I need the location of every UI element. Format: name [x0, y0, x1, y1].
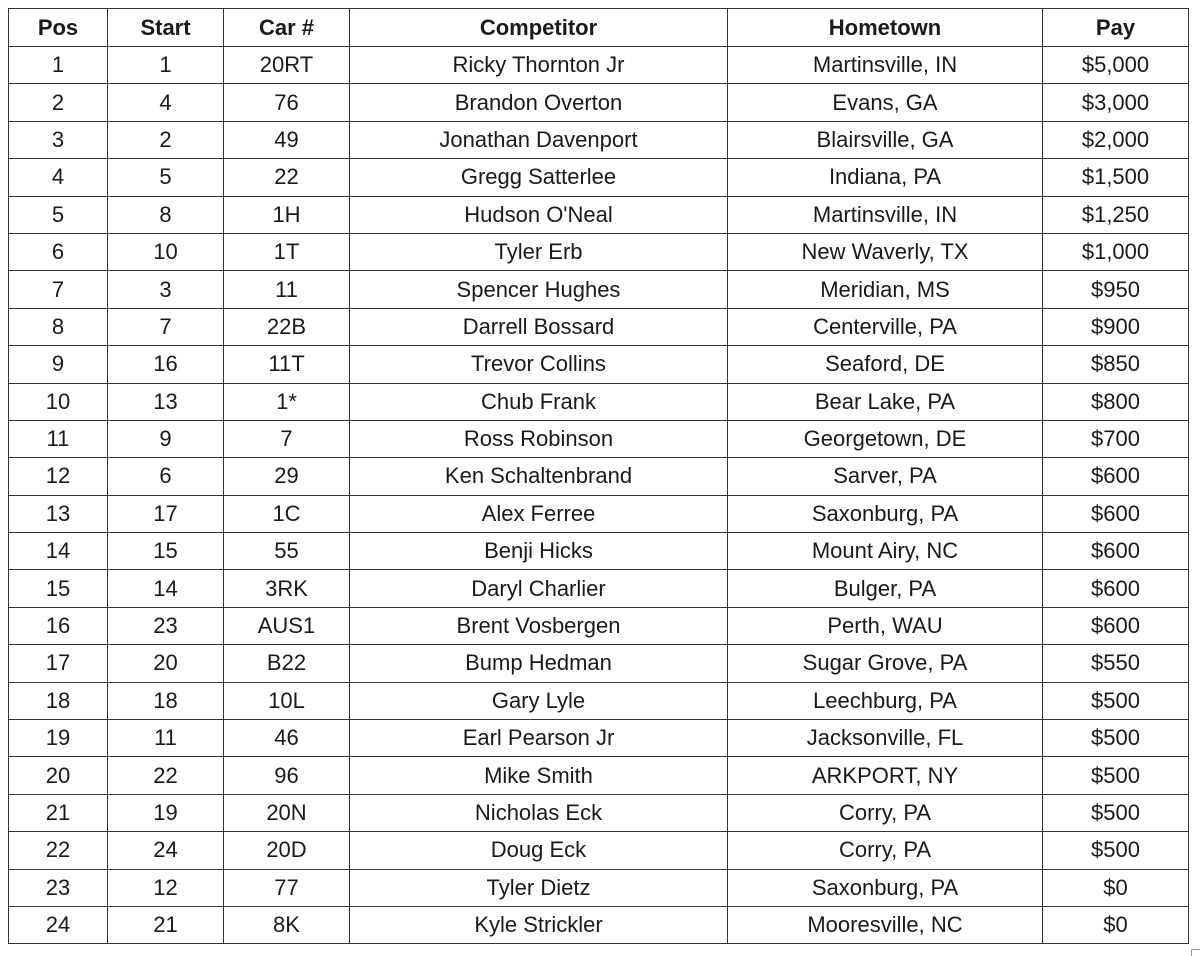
cell-pay: $800 — [1043, 383, 1189, 420]
cell-start: 10 — [108, 233, 224, 270]
cell-start: 9 — [108, 420, 224, 457]
table-row — [9, 570, 1189, 607]
cell-pos: 15 — [9, 570, 108, 607]
cell-pay: $500 — [1043, 832, 1189, 869]
table-row — [9, 383, 1189, 420]
cell-hometown: Sarver, PA — [728, 458, 1043, 495]
cell-competitor: Bump Hedman — [350, 645, 728, 682]
cell-start: 18 — [108, 682, 224, 719]
cell-hometown: Corry, PA — [728, 794, 1043, 831]
cell-car-number: 22 — [224, 159, 350, 196]
cell-competitor: Benji Hicks — [350, 533, 728, 570]
table-row — [9, 906, 1189, 943]
cell-pay: $550 — [1043, 645, 1189, 682]
cell-competitor: Kyle Strickler — [350, 906, 728, 943]
page-corner-mark — [1191, 949, 1200, 956]
table-row — [9, 720, 1189, 757]
header-car-number: Car # — [224, 9, 350, 47]
cell-competitor: Spencer Hughes — [350, 271, 728, 308]
cell-competitor: Daryl Charlier — [350, 570, 728, 607]
cell-hometown: Corry, PA — [728, 832, 1043, 869]
cell-car-number: 76 — [224, 84, 350, 121]
cell-car-number: 96 — [224, 757, 350, 794]
cell-start: 2 — [108, 121, 224, 158]
cell-start: 5 — [108, 159, 224, 196]
results-table — [8, 8, 1189, 944]
cell-hometown: Meridian, MS — [728, 271, 1043, 308]
cell-start: 8 — [108, 196, 224, 233]
cell-pos: 17 — [9, 645, 108, 682]
cell-car-number: 1H — [224, 196, 350, 233]
cell-pos: 11 — [9, 420, 108, 457]
cell-hometown: Martinsville, IN — [728, 196, 1043, 233]
cell-competitor: Brandon Overton — [350, 84, 728, 121]
cell-start: 19 — [108, 794, 224, 831]
cell-start: 11 — [108, 720, 224, 757]
cell-competitor: Gary Lyle — [350, 682, 728, 719]
cell-car-number: 55 — [224, 533, 350, 570]
cell-car-number: 11T — [224, 346, 350, 383]
cell-car-number: 1T — [224, 233, 350, 270]
cell-hometown: Sugar Grove, PA — [728, 645, 1043, 682]
table-row — [9, 607, 1189, 644]
cell-pay: $500 — [1043, 757, 1189, 794]
cell-start: 3 — [108, 271, 224, 308]
table-row — [9, 757, 1189, 794]
cell-hometown: Centerville, PA — [728, 308, 1043, 345]
cell-start: 17 — [108, 495, 224, 532]
cell-car-number: 3RK — [224, 570, 350, 607]
table-row — [9, 682, 1189, 719]
cell-hometown: Evans, GA — [728, 84, 1043, 121]
cell-competitor: Alex Ferree — [350, 495, 728, 532]
cell-pos: 12 — [9, 458, 108, 495]
cell-competitor: Nicholas Eck — [350, 794, 728, 831]
cell-competitor: Hudson O'Neal — [350, 196, 728, 233]
cell-pos: 21 — [9, 794, 108, 831]
cell-hometown: Indiana, PA — [728, 159, 1043, 196]
table-row — [9, 233, 1189, 270]
cell-hometown: New Waverly, TX — [728, 233, 1043, 270]
cell-pos: 4 — [9, 159, 108, 196]
cell-start: 13 — [108, 383, 224, 420]
table-row — [9, 869, 1189, 906]
cell-competitor: Tyler Dietz — [350, 869, 728, 906]
cell-competitor: Brent Vosbergen — [350, 607, 728, 644]
cell-hometown: Martinsville, IN — [728, 47, 1043, 84]
cell-start: 7 — [108, 308, 224, 345]
cell-pos: 6 — [9, 233, 108, 270]
cell-car-number: AUS1 — [224, 607, 350, 644]
cell-pay: $500 — [1043, 794, 1189, 831]
cell-pay: $500 — [1043, 720, 1189, 757]
cell-start: 23 — [108, 607, 224, 644]
cell-competitor: Darrell Bossard — [350, 308, 728, 345]
table-row — [9, 495, 1189, 532]
header-pos: Pos — [9, 9, 108, 47]
cell-start: 24 — [108, 832, 224, 869]
cell-car-number: 8K — [224, 906, 350, 943]
cell-competitor: Ken Schaltenbrand — [350, 458, 728, 495]
results-body — [9, 47, 1189, 944]
cell-competitor: Ross Robinson — [350, 420, 728, 457]
cell-pay: $600 — [1043, 458, 1189, 495]
table-row — [9, 458, 1189, 495]
cell-pay: $600 — [1043, 607, 1189, 644]
cell-car-number: 77 — [224, 869, 350, 906]
cell-car-number: B22 — [224, 645, 350, 682]
cell-pay: $500 — [1043, 682, 1189, 719]
cell-pos: 5 — [9, 196, 108, 233]
cell-pay: $5,000 — [1043, 47, 1189, 84]
cell-hometown: Bear Lake, PA — [728, 383, 1043, 420]
cell-pos: 10 — [9, 383, 108, 420]
cell-pay: $600 — [1043, 570, 1189, 607]
cell-car-number: 29 — [224, 458, 350, 495]
cell-car-number: 46 — [224, 720, 350, 757]
cell-hometown: ARKPORT, NY — [728, 757, 1043, 794]
table-row — [9, 121, 1189, 158]
cell-hometown: Perth, WAU — [728, 607, 1043, 644]
cell-competitor: Trevor Collins — [350, 346, 728, 383]
cell-pos: 13 — [9, 495, 108, 532]
cell-start: 21 — [108, 906, 224, 943]
cell-pos: 1 — [9, 47, 108, 84]
cell-pos: 24 — [9, 906, 108, 943]
cell-hometown: Mooresville, NC — [728, 906, 1043, 943]
cell-pos: 14 — [9, 533, 108, 570]
cell-pay: $2,000 — [1043, 121, 1189, 158]
cell-pay: $600 — [1043, 495, 1189, 532]
cell-start: 12 — [108, 869, 224, 906]
cell-hometown: Saxonburg, PA — [728, 495, 1043, 532]
cell-pay: $1,500 — [1043, 159, 1189, 196]
table-row — [9, 832, 1189, 869]
table-row — [9, 271, 1189, 308]
table-row — [9, 196, 1189, 233]
cell-pos: 2 — [9, 84, 108, 121]
cell-hometown: Blairsville, GA — [728, 121, 1043, 158]
cell-car-number: 10L — [224, 682, 350, 719]
table-row — [9, 645, 1189, 682]
cell-start: 20 — [108, 645, 224, 682]
cell-pos: 18 — [9, 682, 108, 719]
cell-start: 1 — [108, 47, 224, 84]
cell-start: 16 — [108, 346, 224, 383]
cell-hometown: Bulger, PA — [728, 570, 1043, 607]
table-row — [9, 47, 1189, 84]
table-row — [9, 794, 1189, 831]
cell-start: 22 — [108, 757, 224, 794]
cell-pos: 23 — [9, 869, 108, 906]
header-competitor: Competitor — [350, 9, 728, 47]
header-row — [9, 9, 1189, 47]
cell-pos: 19 — [9, 720, 108, 757]
cell-car-number: 7 — [224, 420, 350, 457]
table-row — [9, 84, 1189, 121]
cell-pay: $850 — [1043, 346, 1189, 383]
table-row — [9, 346, 1189, 383]
cell-hometown: Jacksonville, FL — [728, 720, 1043, 757]
cell-car-number: 49 — [224, 121, 350, 158]
cell-pos: 3 — [9, 121, 108, 158]
cell-pos: 9 — [9, 346, 108, 383]
table-row — [9, 159, 1189, 196]
cell-hometown: Mount Airy, NC — [728, 533, 1043, 570]
cell-competitor: Tyler Erb — [350, 233, 728, 270]
cell-car-number: 1* — [224, 383, 350, 420]
cell-competitor: Doug Eck — [350, 832, 728, 869]
cell-start: 15 — [108, 533, 224, 570]
cell-competitor: Gregg Satterlee — [350, 159, 728, 196]
cell-hometown: Georgetown, DE — [728, 420, 1043, 457]
cell-pay: $0 — [1043, 906, 1189, 943]
cell-pay: $600 — [1043, 533, 1189, 570]
cell-pos: 8 — [9, 308, 108, 345]
header-pay: Pay — [1043, 9, 1189, 47]
cell-start: 14 — [108, 570, 224, 607]
table-row — [9, 308, 1189, 345]
cell-competitor: Ricky Thornton Jr — [350, 47, 728, 84]
cell-pos: 7 — [9, 271, 108, 308]
cell-hometown: Saxonburg, PA — [728, 869, 1043, 906]
cell-pay: $3,000 — [1043, 84, 1189, 121]
cell-competitor: Earl Pearson Jr — [350, 720, 728, 757]
cell-car-number: 20D — [224, 832, 350, 869]
cell-hometown: Seaford, DE — [728, 346, 1043, 383]
cell-pay: $0 — [1043, 869, 1189, 906]
cell-pay: $1,000 — [1043, 233, 1189, 270]
cell-car-number: 20N — [224, 794, 350, 831]
cell-car-number: 22B — [224, 308, 350, 345]
cell-car-number: 1C — [224, 495, 350, 532]
cell-pos: 22 — [9, 832, 108, 869]
cell-competitor: Mike Smith — [350, 757, 728, 794]
cell-pos: 16 — [9, 607, 108, 644]
table-row — [9, 533, 1189, 570]
cell-pay: $950 — [1043, 271, 1189, 308]
cell-pay: $900 — [1043, 308, 1189, 345]
cell-car-number: 20RT — [224, 47, 350, 84]
header-start: Start — [108, 9, 224, 47]
cell-start: 4 — [108, 84, 224, 121]
cell-pay: $1,250 — [1043, 196, 1189, 233]
cell-competitor: Chub Frank — [350, 383, 728, 420]
cell-hometown: Leechburg, PA — [728, 682, 1043, 719]
cell-pay: $700 — [1043, 420, 1189, 457]
cell-competitor: Jonathan Davenport — [350, 121, 728, 158]
header-hometown: Hometown — [728, 9, 1043, 47]
cell-pos: 20 — [9, 757, 108, 794]
cell-car-number: 11 — [224, 271, 350, 308]
table-row — [9, 420, 1189, 457]
cell-start: 6 — [108, 458, 224, 495]
